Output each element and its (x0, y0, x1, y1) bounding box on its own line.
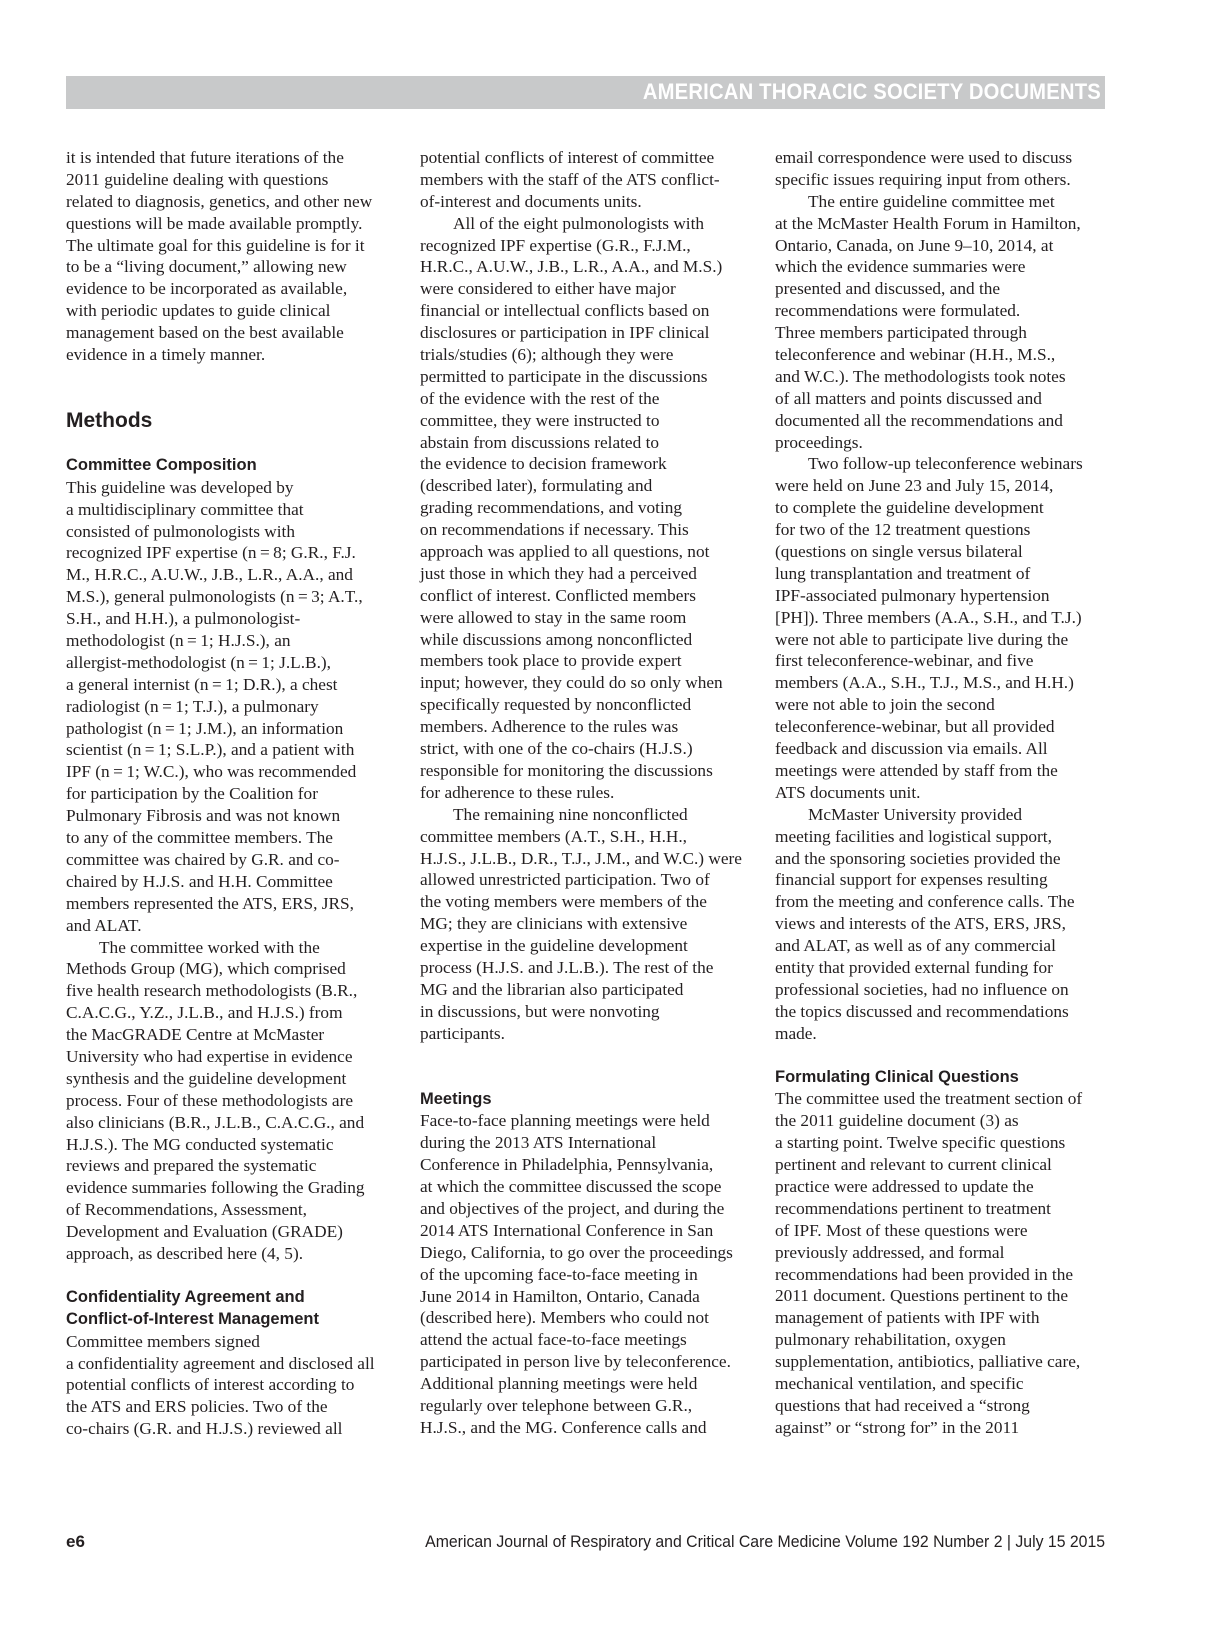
text-line: Three members participated through (775, 323, 1027, 343)
text-line: input; however, they could do so only when (420, 673, 723, 693)
text-line: presented and discussed, and the (775, 279, 1001, 299)
text-line: (described here). Members who could not (420, 1308, 709, 1328)
text-line: meeting facilities and logistical support, (775, 826, 1052, 846)
text-line: University who had expertise in evidence (66, 1046, 353, 1066)
text-line: evidence summaries following the Grading (66, 1178, 365, 1198)
text-line: made. (775, 1023, 817, 1043)
text-line: Development and Evaluation (GRADE) (66, 1222, 343, 1242)
text-line: to be a “living document,” allowing new (66, 257, 347, 277)
text-line: just those in which they had a perceived (420, 563, 697, 583)
spacer (66, 432, 401, 455)
column-1 (66, 147, 401, 1440)
text-line: Additional planning meetings were held (420, 1374, 698, 1394)
text-line: mechanical ventilation, and specific (775, 1373, 1024, 1393)
text-line: a general internist (n = 1; D.R.), a chest (66, 674, 338, 694)
text-line: (questions on single versus bilateral (775, 542, 1023, 562)
text-line: the evidence to decision framework (420, 454, 667, 474)
text-line: committee, they were instructed to (420, 410, 660, 430)
text-line: related to diagnosis, genetics, and other new (66, 191, 373, 211)
spacer (420, 1045, 755, 1089)
text-line: of-interest and documents units. (420, 191, 642, 211)
text-line: of the evidence with the rest of the (420, 388, 660, 408)
text-line: 2011 document. Questions pertinent to the (775, 1286, 1069, 1306)
conflicted-members-paragraph (420, 213, 755, 804)
nonconflicted-members-paragraph (420, 804, 755, 1045)
text-line: pulmonary rehabilitation, oxygen (775, 1330, 1006, 1350)
text-line: of IPF. Most of these questions were (775, 1220, 1028, 1240)
text-line: with periodic updates to guide clinical (66, 301, 331, 321)
text-line: regularly over telephone between G.R., (420, 1395, 693, 1415)
text-line: recognized IPF expertise (n = 8; G.R., F.J. (66, 543, 356, 563)
text-line: the ATS and ERS policies. Two of the (66, 1397, 328, 1417)
text-line: process (H.J.S. and J.L.B.). The rest of the (420, 957, 714, 977)
committee-meeting-paragraph (775, 191, 1110, 454)
subheading-formulating-questions: Formulating Clinical Questions (775, 1067, 1019, 1086)
text-line: teleconference-webinar, but all provided (775, 717, 1055, 737)
text-line: a confidentiality agreement and disclosed all (66, 1353, 375, 1373)
intro-paragraph (66, 147, 401, 366)
text-line: also clinicians (B.R., J.L.B., C.A.C.G., and (66, 1112, 365, 1132)
text-line: during the 2013 ATS International (420, 1133, 657, 1153)
text-line: responsible for monitoring the discussions (420, 760, 713, 780)
text-line: financial or intellectual conflicts based on (420, 301, 710, 321)
text-line: The entire guideline committee met (808, 191, 1055, 211)
text-line: conflict of interest. Conflicted members (420, 585, 696, 605)
text-line: lung transplantation and treatment of (775, 563, 1031, 583)
section-title-methods: Methods (66, 408, 153, 432)
text-line: email correspondence were used to discuss (775, 148, 1073, 167)
text-line: allowed unrestricted participation. Two of (420, 870, 710, 890)
text-line: participated in person live by teleconference. (420, 1352, 731, 1372)
text-line: approach was applied to all questions, not (420, 542, 710, 562)
text-line: and ALAT, as well as of any commercial (775, 936, 1056, 956)
journal-citation: American Journal of Respiratory and Critical Care Medicine Volume 192 Number 2 | July 15 2015 (425, 1532, 1105, 1551)
text-line: Committee members signed (66, 1331, 260, 1351)
text-line: teleconference and webinar (H.H., M.S., (775, 345, 1056, 365)
page-number: e6 (66, 1532, 85, 1551)
text-line: strict, with one of the co-chairs (H.J.S.) (420, 739, 693, 759)
text-line: evidence to be incorporated as available, (66, 279, 348, 299)
text-line: co-chairs (G.R. and H.J.S.) reviewed all (66, 1419, 343, 1439)
text-line: management of patients with IPF with (775, 1308, 1040, 1328)
text-line: pertinent and relevant to current clinical (775, 1155, 1052, 1175)
text-line: at which the committee discussed the scope (420, 1177, 722, 1197)
text-line: questions will be made available promptly. (66, 213, 363, 233)
text-line: first teleconference-webinar, and five (775, 651, 1034, 671)
text-line: M., H.R.C., A.U.W., J.B., L.R., A.A., and (66, 565, 353, 585)
text-line: views and interests of the ATS, ERS, JRS, (775, 914, 1066, 934)
text-line: disclosures or participation in IPF clinical (420, 323, 710, 343)
text-line: (described later), formulating and (420, 476, 653, 496)
text-line: The committee used the treatment section of (775, 1089, 1083, 1109)
text-line: practice were addressed to update the (775, 1176, 1034, 1196)
text-line: supplementation, antibiotics, palliative care, (775, 1352, 1081, 1372)
text-line: recommendations pertinent to treatment (775, 1198, 1051, 1218)
text-line: This guideline was developed by (66, 477, 294, 497)
text-line: recommendations were formulated. (775, 301, 1021, 321)
text-line: 2014 ATS International Conference in San (420, 1220, 714, 1240)
text-line: H.R.C., A.U.W., J.B., L.R., A.A., and M.S.) (420, 257, 723, 277)
text-line: members took place to provide expert (420, 651, 682, 671)
text-line: The remaining nine nonconflicted (453, 804, 688, 824)
text-line: meetings were attended by staff from the (775, 760, 1058, 780)
text-line: June 2014 in Hamilton, Ontario, Canada (420, 1286, 700, 1306)
text-line: the 2011 guideline document (3) as (775, 1111, 1019, 1131)
text-line: members (A.A., S.H., T.J., M.S., and H.H.) (775, 673, 1074, 693)
spacer (66, 1265, 401, 1287)
text-line: a multidisciplinary committee that (66, 499, 304, 519)
text-line: synthesis and the guideline development (66, 1068, 347, 1088)
text-line: and ALAT. (66, 915, 142, 935)
text-line: IPF (n = 1; W.C.), who was recommended (66, 762, 357, 782)
text-line: the MacGRADE Centre at McMaster (66, 1025, 325, 1045)
text-line: [PH]). Three members (A.A., S.H., and T.J.) (775, 607, 1082, 627)
text-line: process. Four of these methodologists are (66, 1090, 354, 1110)
text-line: H.J.S., and the MG. Conference calls and (420, 1417, 707, 1437)
text-line: radiologist (n = 1; T.J.), a pulmonary (66, 696, 319, 716)
text-line: the voting members were members of the (420, 892, 707, 912)
subheading-committee-composition: Committee Composition (66, 455, 257, 474)
text-line: potential conflicts of interest according to (66, 1375, 355, 1395)
text-line: participants. (420, 1023, 505, 1043)
text-line: for adherence to these rules. (420, 782, 615, 802)
text-line: Ontario, Canada, on June 9–10, 2014, at (775, 235, 1054, 255)
coi-paragraph (420, 147, 755, 213)
running-header-title: AMERICAN THORACIC SOCIETY DOCUMENTS (642, 79, 1101, 104)
text-line: recommendations had been provided in the (775, 1264, 1074, 1284)
text-line: reviews and prepared the systematic (66, 1156, 317, 1176)
text-line: at the McMaster Health Forum in Hamilton, (775, 213, 1081, 233)
text-line: of Recommendations, Assessment, (66, 1200, 307, 1220)
text-line: The ultimate goal for this guideline is for it (66, 235, 365, 255)
text-line: attend the actual face-to-face meetings (420, 1330, 687, 1350)
text-line: Pulmonary Fibrosis and was not known (66, 806, 341, 826)
mcmaster-support-paragraph (775, 804, 1110, 1045)
text-line: consisted of pulmonologists with (66, 521, 295, 541)
text-line: scientist (n = 1; S.L.P.), and a patient with (66, 740, 355, 760)
subheading-confidentiality-1: Confidentiality Agreement and (66, 1287, 305, 1306)
text-line: the topics discussed and recommendations (775, 1001, 1069, 1021)
running-header-bar (66, 76, 1105, 109)
text-line: which the evidence summaries were (775, 257, 1026, 277)
confidentiality-paragraph (66, 1331, 401, 1440)
text-line: while discussions among nonconflicted (420, 629, 693, 649)
column-2 (420, 147, 755, 1439)
text-line: a starting point. Twelve specific questions (775, 1133, 1066, 1153)
text-line: abstain from discussions related to (420, 432, 660, 452)
text-line: professional societies, had no influence on (775, 979, 1069, 999)
meetings-paragraph (420, 1110, 755, 1438)
formulating-paragraph (775, 1088, 1110, 1438)
text-line: questions that had received a “strong (775, 1395, 1030, 1415)
subheading-meetings: Meetings (420, 1089, 492, 1108)
text-line: committee members (A.T., S.H., H.H., (420, 826, 688, 846)
column-3 (775, 147, 1110, 1439)
text-line: C.A.C.G., Y.Z., J.L.B., and H.J.S.) from (66, 1003, 343, 1023)
text-line: methodologist (n = 1; H.J.S.), an (66, 631, 291, 651)
text-line: expertise in the guideline development (420, 936, 688, 956)
text-line: in discussions, but were nonvoting (420, 1001, 660, 1021)
text-line: entity that provided external funding for (775, 957, 1053, 977)
text-line: for participation by the Coalition for (66, 784, 318, 804)
text-line: against” or “strong for” in the 2011 (775, 1417, 1020, 1437)
text-line: management based on the best available (66, 323, 344, 343)
followup-webinars-paragraph (775, 453, 1110, 803)
text-line: Diego, California, to go over the proceedings (420, 1242, 733, 1262)
text-line: Conference in Philadelphia, Pennsylvania, (420, 1155, 714, 1175)
text-line: were not able to join the second (775, 695, 995, 715)
text-line: chaired by H.J.S. and H.H. Committee (66, 871, 333, 891)
text-line: were held on June 23 and July 15, 2014, (775, 476, 1054, 496)
text-line: were not able to participate live during the (775, 629, 1069, 649)
page-footer (66, 1532, 1105, 1556)
text-line: potential conflicts of interest of committee (420, 148, 715, 167)
text-line: documented all the recommendations and (775, 410, 1063, 430)
text-line: proceedings. (775, 432, 863, 452)
text-line: specifically requested by nonconflicted (420, 695, 692, 715)
text-line: feedback and discussion via emails. All (775, 739, 1048, 759)
committee-paragraph (66, 477, 401, 937)
text-line: specific issues requiring input from others. (775, 169, 1071, 189)
text-line: trials/studies (6); although they were (420, 345, 674, 365)
text-line: grading recommendations, and voting (420, 498, 683, 518)
text-line: previously addressed, and formal (775, 1242, 1005, 1262)
subheading-confidentiality-2: Conflict-of-Interest Management (66, 1309, 320, 1328)
email-paragraph (775, 147, 1110, 191)
text-line: Face-to-face planning meetings were held (420, 1111, 710, 1131)
text-line: to complete the guideline development (775, 498, 1044, 518)
text-line: five health research methodologists (B.R., (66, 981, 358, 1001)
text-line: McMaster University provided (808, 804, 1023, 824)
text-line: The committee worked with the (99, 937, 320, 957)
text-line: approach, as described here (4, 5). (66, 1243, 304, 1263)
text-line: H.J.S., J.L.B., D.R., T.J., J.M., and W.C.) were (420, 848, 742, 868)
spacer (66, 366, 401, 410)
text-line: members. Adherence to the rules was (420, 717, 679, 737)
text-line: recognized IPF expertise (G.R., F.J.M., (420, 235, 691, 255)
text-line: and the sponsoring societies provided the (775, 848, 1061, 868)
text-line: pathologist (n = 1; J.M.), an information (66, 718, 344, 738)
text-line: Two follow-up teleconference webinars (808, 454, 1083, 474)
text-line: on recommendations if necessary. This (420, 520, 689, 540)
text-line: members with the staff of the ATS conflict- (420, 169, 720, 189)
text-line: M.S.), general pulmonologists (n = 3; A.T., (66, 587, 363, 607)
text-line: IPF-associated pulmonary hypertension (775, 585, 1050, 605)
text-line: it is intended that future iterations of the (66, 148, 344, 167)
text-line: members represented the ATS, ERS, JRS, (66, 893, 354, 913)
spacer (775, 1045, 1110, 1067)
text-line: MG; they are clinicians with extensive (420, 914, 688, 934)
text-line: H.J.S.). The MG conducted systematic (66, 1134, 334, 1154)
methods-group-paragraph (66, 937, 401, 1265)
text-line: of the upcoming face-to-face meeting in (420, 1264, 698, 1284)
text-line: and objectives of the project, and during the (420, 1198, 725, 1218)
text-line: committee was chaired by G.R. and co- (66, 849, 340, 869)
text-line: to any of the committee members. The (66, 828, 333, 848)
text-line: and W.C.). The methodologists took notes (775, 366, 1066, 386)
text-line: ATS documents unit. (775, 782, 921, 802)
text-line: 2011 guideline dealing with questions (66, 169, 329, 189)
text-line: financial support for expenses resulting (775, 870, 1048, 890)
text-line: allergist-methodologist (n = 1; J.L.B.), (66, 652, 331, 672)
text-line: All of the eight pulmonologists with (453, 213, 705, 233)
text-line: for two of the 12 treatment questions (775, 520, 1031, 540)
text-line: were allowed to stay in the same room (420, 607, 687, 627)
text-line: evidence in a timely manner. (66, 345, 266, 365)
text-line: permitted to participate in the discussions (420, 366, 708, 386)
text-line: of all matters and points discussed and (775, 388, 1042, 408)
text-line: MG and the librarian also participated (420, 979, 684, 999)
text-line: were considered to either have major (420, 279, 676, 299)
text-line: S.H., and H.H.), a pulmonologist- (66, 609, 301, 629)
text-line: from the meeting and conference calls. The (775, 892, 1075, 912)
text-line: Methods Group (MG), which comprised (66, 959, 346, 979)
